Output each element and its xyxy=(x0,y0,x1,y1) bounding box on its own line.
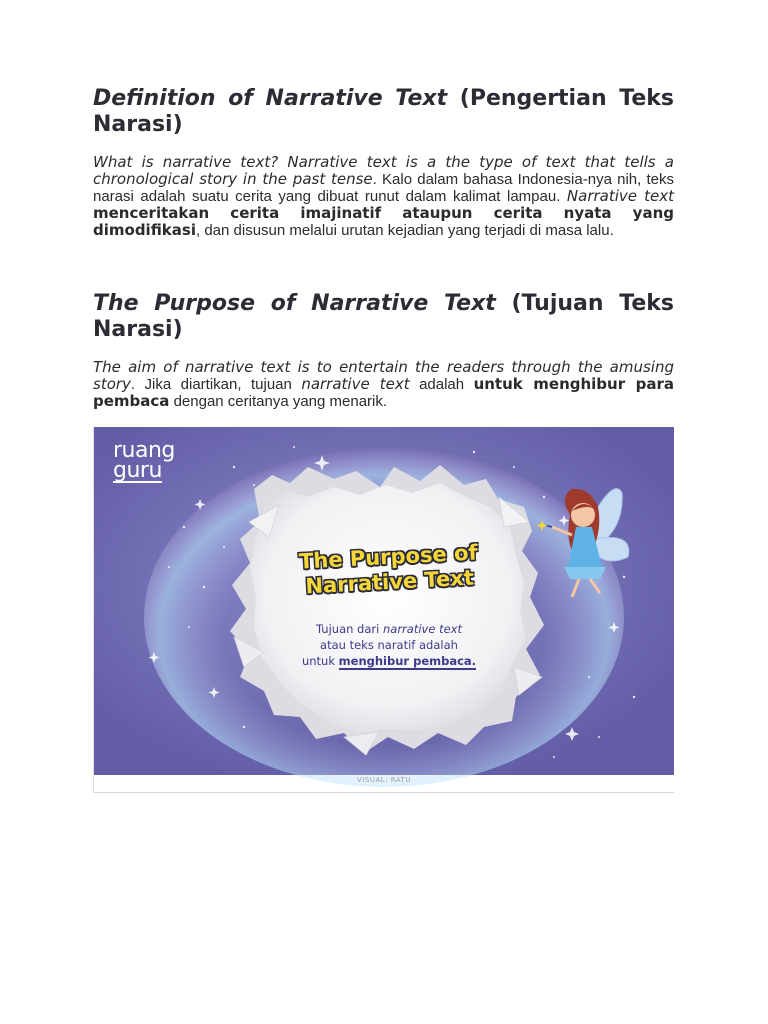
purpose-italic-term: narrative text xyxy=(301,375,410,393)
definition-text-1: . Kalo dalam bahasa Indonesia-nya nih, teks narasi adalah suatu cerita yang dibuat runut dalam kalimat lampau. xyxy=(93,171,674,205)
logo-line-1: ruang xyxy=(113,438,175,463)
heading-definition xyxy=(93,86,674,138)
definition-italic-term: Narrative text xyxy=(566,187,674,205)
purpose-text-3: dengan ceritanya yang menarik. xyxy=(169,393,388,410)
definition-text-2: , dan disusun melalui urutan kejadian yang terjadi di masa lalu. xyxy=(195,222,614,239)
heading-definition-rest: (Pengertian Teks Narasi) xyxy=(93,86,674,137)
ruangguru-logo xyxy=(113,438,175,483)
sub-bold: menghibur pembaca. xyxy=(338,654,477,668)
sub-text-3: untuk xyxy=(301,654,339,668)
logo-line-2: guru xyxy=(113,458,162,483)
paragraph-definition xyxy=(93,154,674,239)
purpose-text-2: adalah xyxy=(409,376,474,393)
heading-definition-italic: Definition of Narrative Text xyxy=(93,86,448,111)
heading-purpose-rest: (Tujuan Teks Narasi) xyxy=(93,291,674,342)
illustration-purpose-narrative xyxy=(93,427,674,793)
illustration-title-line-2: Narrative Text xyxy=(304,565,475,599)
heading-purpose-italic: The Purpose of Narrative Text xyxy=(93,291,496,316)
illustration-title-line-1: The Purpose of xyxy=(298,540,479,574)
sub-text-1: Tujuan dari xyxy=(316,622,383,636)
purpose-italic-sentence: The aim of narrative text is to entertain the readers through the amusing story xyxy=(93,358,674,393)
sub-italic: narrative text xyxy=(382,622,462,636)
heading-purpose xyxy=(93,291,674,343)
paragraph-purpose xyxy=(93,359,674,410)
purpose-bold-phrase: untuk menghibur para pembaca xyxy=(93,375,675,410)
illustration-art xyxy=(94,427,674,792)
illustration-subtitle xyxy=(274,621,504,669)
definition-bold-phrase: menceritakan cerita imajinatif ataupun cerita nyata yang dimodifikasi xyxy=(93,204,674,239)
sub-text-2: atau teks naratif adalah xyxy=(320,638,458,652)
definition-italic-sentence: What is narrative text? Narrative text is a the type of text that tells a chronological story in the past tense xyxy=(93,153,674,188)
visual-credit: VISUAL: RATU xyxy=(357,776,411,784)
purpose-text-1: . Jika diartikan, tujuan xyxy=(130,376,302,393)
